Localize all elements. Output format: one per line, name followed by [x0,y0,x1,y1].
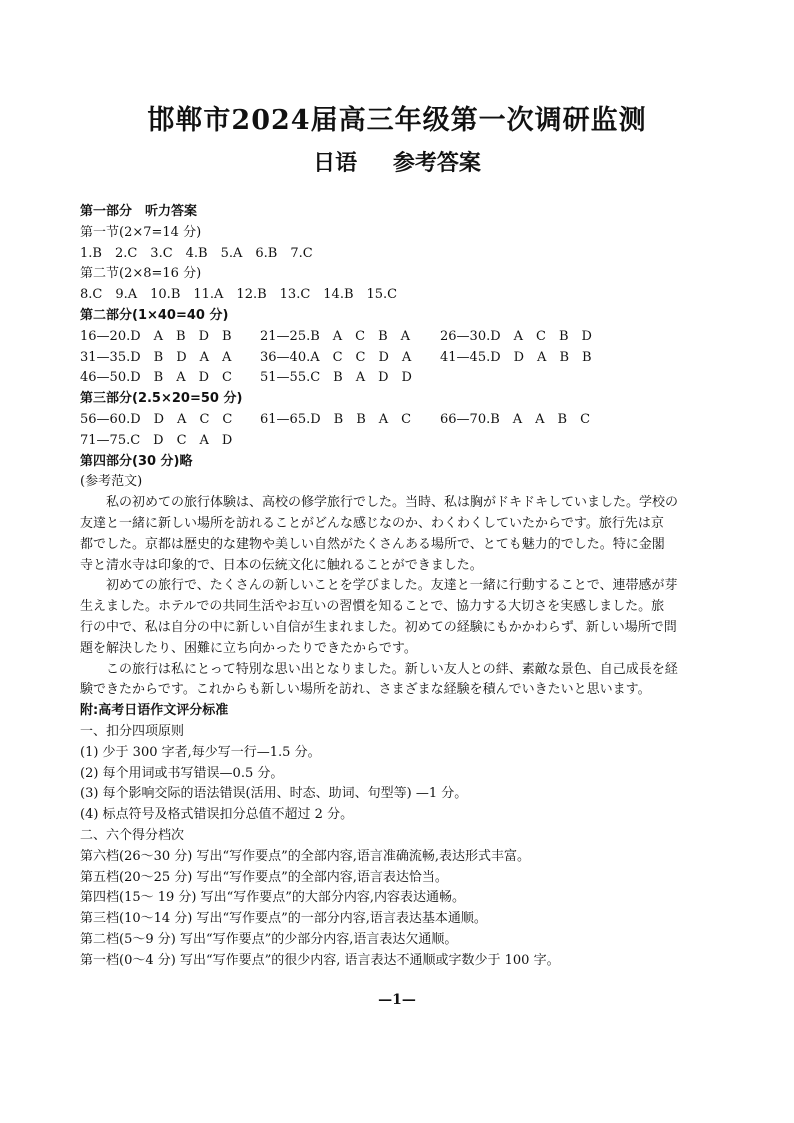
score-level: 第五档(20～25 分) 写出“写作要点”的全部内容,语言表达恰当。 [80,869,448,885]
answer-row [80,410,720,431]
answer-row [80,348,720,369]
page-number: —1— [378,992,416,1008]
deduction-rule: (4) 标点符号及格式错误扣分总值不超过 2 分。 [80,807,354,823]
answer-row [80,368,720,389]
answer-group: 36—40.A C C D A [260,349,412,365]
document-body [80,202,720,971]
essay-line: 都でした。京都は歴史的な建物や美しい自然がたくさんある場所で、とても魅力的でした。特に金閣 [80,536,665,552]
answer-group: 71—75.C D C A D [80,432,233,448]
answer-group: 66—70.B A A B C [440,411,591,427]
score-levels-heading: 二、六个得分档次 [80,827,185,843]
deduction-rule: (1) 少于 300 字者,每少写一行—1.5 分。 [80,744,321,760]
part1-section2-heading: 第二节(2×8=16 分) [80,266,202,282]
appendix-heading: 附:高考日语作文评分标准 [80,703,229,719]
sample-essay-label: (参考范文) [80,474,143,490]
score-level: 第六档(26～30 分) 写出“写作要点”的全部内容,语言准确流畅,表达形式丰富。 [80,848,531,864]
essay-line: 私の初めての旅行体験は、高校の修学旅行でした。当時、私は胸がドキドキしていました。学校の [106,495,679,511]
deduction-rules-heading: 一、扣分四项原则 [80,723,185,739]
essay-line: 初めての旅行で、たくさんの新しいことを学びました。友達と一緒に行動することで、連帯感が芽 [106,578,678,594]
score-level: 第三档(10～14 分) 写出“写作要点”的一部分内容,语言表达基本通顺。 [80,911,487,927]
document-title: 邯郸市2024届高三年级第一次调研监测 [147,105,647,136]
answer-row [80,431,720,452]
part3-heading: 第三部分(2.5×20=50 分) [80,391,243,407]
essay-line: 友達と一緒に新しい場所を訪れることがどんな感じなのか、わくわくしていたからです。旅行先は京 [80,515,664,531]
score-level: 第四档(15～ 19 分) 写出“写作要点”的大部分内容,内容表达通畅。 [80,890,466,906]
essay-line: 験できたからです。これからも新しい場所を訪れ、さまざまな経験を積んでいきたいと思います。 [80,682,651,698]
essay-line: この旅行は私にとって特別な思い出となりました。新しい友人との絆、素敵な景色、自己成長を経 [106,661,678,677]
part1-section1-answers: 1.B 2.C 3.C 4.B 5.A 6.B 7.C [80,245,313,261]
deduction-rule: (2) 每个用词或书写错误—0.5 分。 [80,765,284,781]
part1-section1-heading: 第一节(2×7=14 分) [80,224,202,240]
score-level: 第二档(5～9 分) 写出“写作要点”的少部分内容,语言表达欠通顺。 [80,931,458,947]
part4-heading: 第四部分(30 分)略 [80,453,193,469]
answer-group: 31—35.D B D A A [80,349,232,365]
essay-line: 題を解決したり、困難に立ち向かったりできたからです。 [80,640,417,656]
score-level: 第一档(0～4 分) 写出“写作要点”的很少内容, 语言表达不通顺或字数少于 100 字。 [80,952,560,968]
subject-label: 日语 [313,150,358,176]
essay-line: 行の中で、私は自分の中に新しい自信が生まれました。初めての経験にもかかわらず、新しい場所で問 [80,619,677,635]
answer-group: 51—55.C B A D D [260,370,412,386]
answer-group: 56—60.D D A C C [80,411,233,427]
answer-key-label: 参考答案 [392,150,481,176]
answer-group: 46—50.D B A D C [80,370,232,386]
essay-line: 生えました。ホテルでの共同生活やお互いの習慣を知ることで、協力する大切さを実感しました。旅 [80,599,665,615]
answer-group: 16—20.D A B D B [80,328,232,344]
part2-heading: 第二部分(1×40=40 分) [80,307,229,323]
answer-row [80,327,720,348]
part1-section2-answers: 8.C 9.A 10.B 11.A 12.B 13.C 14.B 15.C [80,287,398,303]
answer-group: 41—45.D D A B B [440,349,592,365]
part1-heading: 第一部分 听力答案 [80,204,198,219]
deduction-rule: (3) 每个影响交际的语法错误(活用、时态、助词、句型等) —1 分。 [80,786,468,802]
answer-group: 61—65.D B B A C [260,411,412,427]
answer-group: 21—25.B A C B A [260,328,411,344]
answer-group: 26—30.D A C B D [440,328,592,344]
document-subtitle [0,146,794,177]
essay-line: 寺と清水寺は印象的で、日本の伝統文化に触れることができました。 [80,557,483,573]
